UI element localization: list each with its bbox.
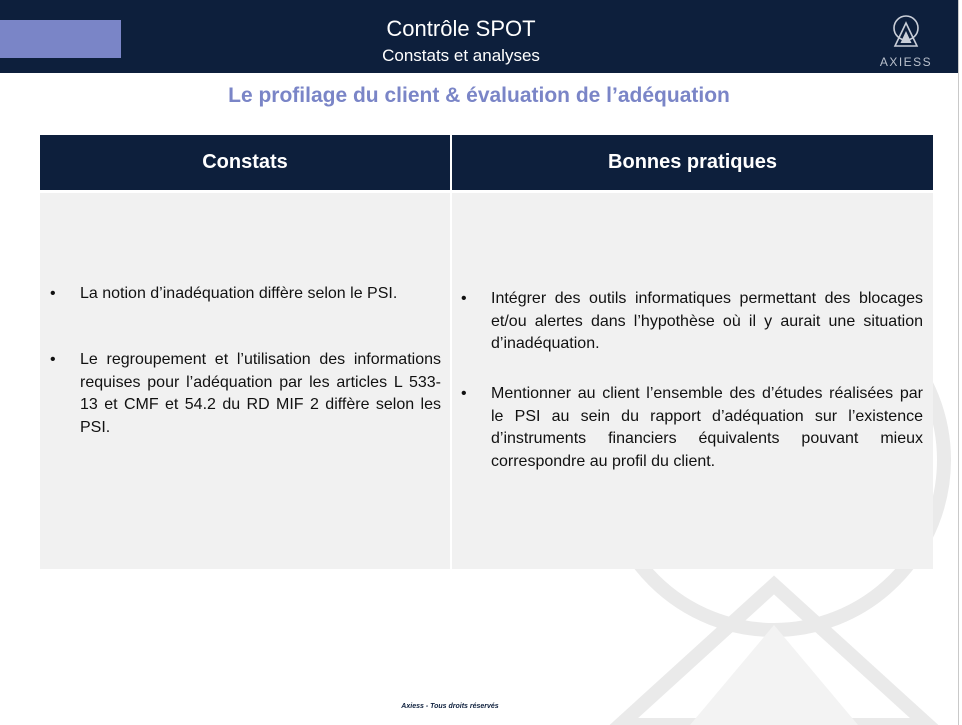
pratique-item [461, 288, 923, 356]
column-header-bonnes-pratiques: Bonnes pratiques [452, 135, 933, 190]
logo-text: AXIESS [879, 55, 933, 69]
footer-copyright: Axiess - Tous droits réservés [401, 703, 499, 710]
constat-text: La notion d’inadéquation diffère selon le PSI. [80, 285, 398, 302]
constat-item [50, 349, 441, 439]
pratique-text: Mentionner au client l’ensemble des d’études réalisées par le PSI au sein du rapport d’adéquation sur l’existence d’instruments financiers équivalents pouvant mieux correspondre au profil du client. [491, 385, 923, 470]
bullet-icon: • [50, 285, 56, 302]
pratique-text: Intégrer des outils informatiques permettant des blocages et/ou alertes dans l’hypothèse où il y aurait une situation d’inadéquation. [491, 290, 923, 352]
pratique-item [461, 383, 923, 473]
page-subtitle: Constats et analyses [382, 46, 540, 65]
cell-bonnes-pratiques [452, 193, 933, 569]
bullet-icon: • [461, 385, 467, 402]
constat-item [50, 283, 441, 306]
findings-table [40, 135, 933, 569]
page-title: Contrôle SPOT [386, 16, 536, 41]
constat-text: Le regroupement et l’utilisation des informations requises pour l’adéquation par les articles L 533-13 et CMF et 54.2 du RD MIF 2 diffère selon les PSI. [80, 351, 441, 436]
column-header-constats: Constats [40, 135, 450, 190]
cell-constats [40, 193, 450, 569]
bullet-icon: • [50, 351, 56, 368]
section-title: Le profilage du client & évaluation de l’adéquation [228, 84, 730, 107]
bullet-icon: • [461, 290, 467, 307]
header-bar [0, 0, 958, 73]
